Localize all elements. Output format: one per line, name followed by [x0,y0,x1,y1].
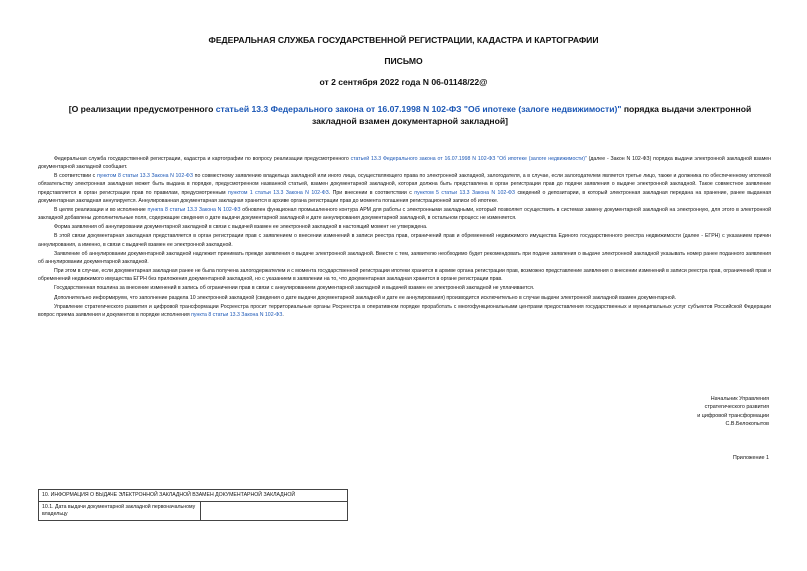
paragraph-2 [38,172,771,205]
law-link[interactable]: пунктом 1 статьи 13.3 Закона N 102-ФЗ [228,189,329,196]
document-title [50,103,770,127]
signature-block [569,395,769,429]
paragraph-text: обновлен функционал промышленного контура АРМ для работы с электронными закладными, который позволяет осуществить в системах замену документарной закладной на электронную, для этого в электронной закладной добавлены дополнительные поля, содержащие сведения о дате выдачи документарной закладной и дате аннулирования документарной закладной, в остальном процесс не изменяется. [38,206,771,222]
table-header-cell: 10. ИНФОРМАЦИЯ О ВЫДАЧЕ ЭЛЕКТРОННОЙ ЗАКЛАДНОЙ ВЗАМЕН ДОКУМЕНТАРНОЙ ЗАКЛАДНОЙ [39,490,348,502]
title-text-start: [О реализации предусмотренного [68,104,216,114]
table-label-cell: 10.1. Дата выдачи документарной закладной первоначальному владельцу [39,502,201,521]
signature-position-line-2: стратегического развития [704,404,769,411]
signature-name: С.В.Белокопытов [725,421,769,428]
paragraph-text: В целях реализации и во исполнение [54,206,148,213]
info-table [38,489,348,521]
law-link[interactable]: статьей 13.3 Федерального закона от 16.07.1998 N 102-ФЗ "Об ипотеке (залоге недвижимости)" [350,156,587,162]
paragraph-text: Управление стратегического развития и цифровой трансформации Росреестра просит территориальные органы Росреестра в оперативном порядке проработать с многофункциональными центрами предоставления государственных и муниципальных услуг субъектов Российской Федерации вопрос приема заявления и документов в порядке исполнения [38,303,771,318]
title-law-link[interactable]: статьей 13.3 Федерального закона от 16.07.1998 N 102-ФЗ "Об ипотеке (залоге недвижимости)" [215,104,622,114]
paragraph-7: При этом в случае, если документарная закладная ранее не была получена залогодержателем и с момента государственной регистрации ипотеки хранится в архиве органа регистрации прав, возможно представление заявления о внесении изменений в записи реестра прав, ограничений прав и обременений недвижимого имущества ЕГРН без приложения документарной закладной, но с указанием в заявлении на то, что документарная закладная хранится в органе регистрации прав. [38,268,771,283]
paragraph-3 [38,206,771,222]
appendix-label: Приложение 1 [732,455,769,461]
table-row [39,490,348,502]
paragraph-text: Федеральная служба государственной регистрации, кадастра и картографии по вопросу реализации предусмотренного [54,156,351,162]
table-row [39,502,348,521]
paragraph-text: сведений о депозитарии, в который электронная закладная передана на хранение, ранее выданная документарная закладная аннулируется. Аннулированная документарная закладная хранится в архиве органа регистрации прав до момента погашения регистрационной записи об ипотеке. [38,189,772,204]
title-text-end: порядка выдачи электронной закладной взамен документарной закладной] [311,104,752,126]
signature-position-line-1: Начальник Управления [710,396,769,402]
signature-position-line-3: и цифровой трансформации [697,412,769,419]
law-link[interactable]: пунктом 5 статьи 13.3 Закона N 102-ФЗ [414,189,516,196]
paragraph-8: Государственная пошлина за внесение изменений в запись об ограничении прав в связи с аннулированием документарной закладной и выдачей взамен ее электронной закладной не уплачивается. [54,285,535,292]
paragraph-text: (далее - Закон N 102-ФЗ) порядка выдачи электронной закладной взамен документарной закладной сообщает. [38,156,772,171]
document-type: ПИСЬМО [384,56,423,66]
paragraph-text: В соответствии с [54,173,97,180]
paragraph-text: . При внесении в соответствии с [328,189,415,196]
document-date-number: от 2 сентября 2022 года N 06-01148/22@ [319,77,488,87]
paragraph-5: В этой связи документарная закладная представляется в орган регистрации прав с заявлением о внесении изменений в записи реестра прав, ограничений прав и обременений недвижимого имущества Единого государственного реестра недвижимости (далее - ЕГРН) с указанием причин аннулирования, а именно, в связи с выдачей взамен ее электронной закладной. [38,233,771,248]
law-link[interactable]: пункта 8 статьи 13.3 Закона N 102-ФЗ [147,206,241,213]
paragraph-6: Заявление об аннулировании документарной закладной надлежит принимать прежде заявления о выдаче электронной закладной. Вместе с тем, заявителю необходимо будет рекомендовать при подаче заявления о выдаче электронной закладной указывать номер ранее поданного заявления об аннулировании документарной закладной. [38,250,771,265]
paragraph-text: . [282,311,284,318]
law-link[interactable]: пунктом 8 статьи 13.3 Закона N 102-ФЗ [96,173,194,180]
paragraph-4: Форма заявления об аннулировании документарной закладной в связи с выдачей взамен ее электронной закладной в настоящий момент не утверждена. [54,224,428,231]
paragraph-10 [38,303,771,319]
agency-name: ФЕДЕРАЛЬНАЯ СЛУЖБА ГОСУДАРСТВЕННОЙ РЕГИСТРАЦИИ, КАДАСТРА И КАРТОГРАФИИ [208,35,599,45]
table-value-cell [201,502,348,521]
paragraph-9: Дополнительно информируем, что заполнение раздела 10 электронной закладной (сведения о дате выдачи документарной закладной и дате ее аннулирования) производится исключительно в случае выдачи электронной закладной взамен документарной. [54,294,677,301]
law-link[interactable]: пункта 8 статьи 13.3 Закона N 102-ФЗ [191,311,283,318]
paragraph-text: по совместному заявлению владельца закладной или иного лица, осуществляющего права по электронной закладной, залогодателя, а в случае, если залогодателем является третье лицо, также и должника по обеспеченному ипотекой обязательству электронная закладная может быть выдана в порядке, предусмотренном названной статьей, взамен документарной закладной, которая должна быть представлена в орган регистрации прав до подачи заявления о выдаче электронной закладной. Такое совместное заявление представляется в орган регистрации прав по правилам, предусмотренным [38,173,772,196]
paragraph-1 [38,155,771,171]
letter-body [38,155,771,319]
